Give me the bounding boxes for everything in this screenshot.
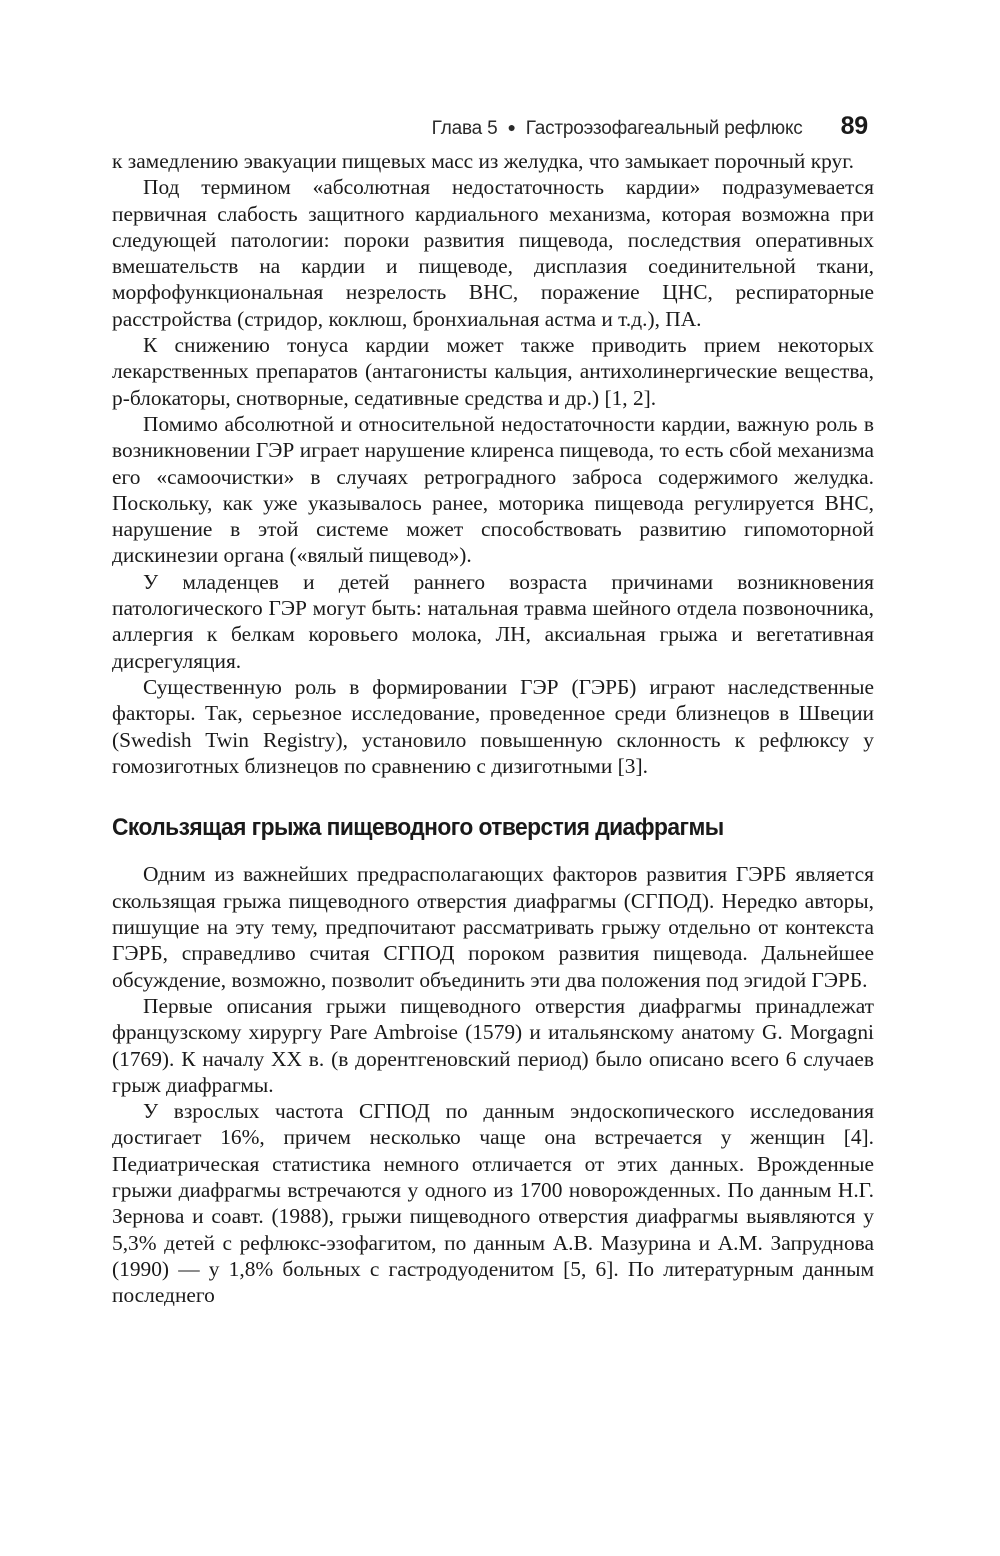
paragraph: У младенцев и детей раннего возраста причинами возникновения патологического ГЭР могут быть: натальная травма шейного отдела позвоночника, аллергия к белкам коровьего молока, ЛН, аксиальная грыжа и вегетативная дисрегуляция. (112, 569, 874, 673)
paragraph: Помимо абсолютной и относительной недостаточности кардии, важную роль в возникновении ГЭР играет нарушение клиренса пищевода, то есть сбой механизма его «самоочистки» в случаях ретроградного заброса содержимого желудка. Поскольку, как уже указывалось ранее, моторика пищевода регулируется ВНС, нарушение в этой системе может способствовать развитию гипомоторной дискинезии органа («вялый пищевод»). (112, 411, 874, 568)
paragraph: к замедлению эвакуации пищевых масс из желудка, что замыкает порочный круг. (112, 149, 854, 173)
paragraph: Одним из важнейших предрасполагающих факторов развития ГЭРБ является скользящая грыжа пищеводного отверстия диафрагмы (СГПОД). Нередко авторы, пишущие на эту тему, предпочитают рассматривать грыжу отдельно от контекста ГЭРБ, справедливо считая СГПОД пороком развития пищевода. Дальнейшее обсуждение, возможно, позволит объединить эти два положения под эгидой ГЭРБ. (112, 862, 874, 992)
book-page (112, 112, 874, 1308)
paragraph: У взрослых частота СГПОД по данным эндоскопического исследования достигает 16%, причем несколько чаще она встречается у женщин [4]. Педиатрическая статистика немного отличается от этих данных. Врожденные грыжи диафрагмы встречаются у одного из 1700 новорожденных. По данным Н.Г. Зернова и соавт. (1988), грыжи пищеводного отверстия диафрагмы выявляются у 5,3% детей с рефлюкс-эзофагитом, по данным А.В. Мазурина и А.М. Запруднова (1990) — у 1,8% больных с гастродуоденитом [5, 6]. По литературным данным последнего (112, 1099, 874, 1308)
paragraph: К снижению тонуса кардии может также приводить прием некоторых лекарственных препаратов (антагонисты кальция, антихолинергические вещества, р-блокаторы, снотворные, седативные средства и др.) [1, 2]. (112, 333, 874, 410)
paragraph: Под термином «абсолютная недостаточность кардии» подразумевается первичная слабость защитного кардиального механизма, которая возможна при следующей патологии: пороки развития пищевода, последствия оперативных вмешательств на кардии и пищеводе, дисплазия соединительной ткани, морфофункциональная незрелость ВНС, поражение ЦНС, респираторные расстройства (стридор, коклюш, бронхиальная астма и т.д.), ПА. (112, 175, 874, 331)
page-number: 89 (840, 112, 868, 140)
section-heading: Скользящая грыжа пищеводного отверстия диафрагмы (112, 814, 724, 842)
paragraph: Существенную роль в формировании ГЭР (ГЭРБ) играют наследственные факторы. Так, серьезное исследование, проведенное среди близнецов в Швеции (Swedish Twin Registry), установило повышенную склонность к рефлюксу у гомозиготных близнецов по сравнению с дизиготными [3]. (112, 674, 874, 778)
running-header (112, 112, 874, 148)
main-text (112, 148, 874, 1308)
header-title: Гастроэзофагеальный рефлюкс (525, 118, 803, 139)
bullet-separator-icon: ● (507, 119, 516, 135)
header-chapter: Глава 5 (431, 118, 498, 139)
paragraph: Первые описания грыжи пищеводного отверстия диафрагмы принадлежат французскому хирургу Pare Ambroise (1579) и итальянскому анатому G. Morgagni (1769). К началу XX в. (в дорентгеновский период) было описано всего 6 случаев грыж диафрагмы. (112, 993, 874, 1097)
